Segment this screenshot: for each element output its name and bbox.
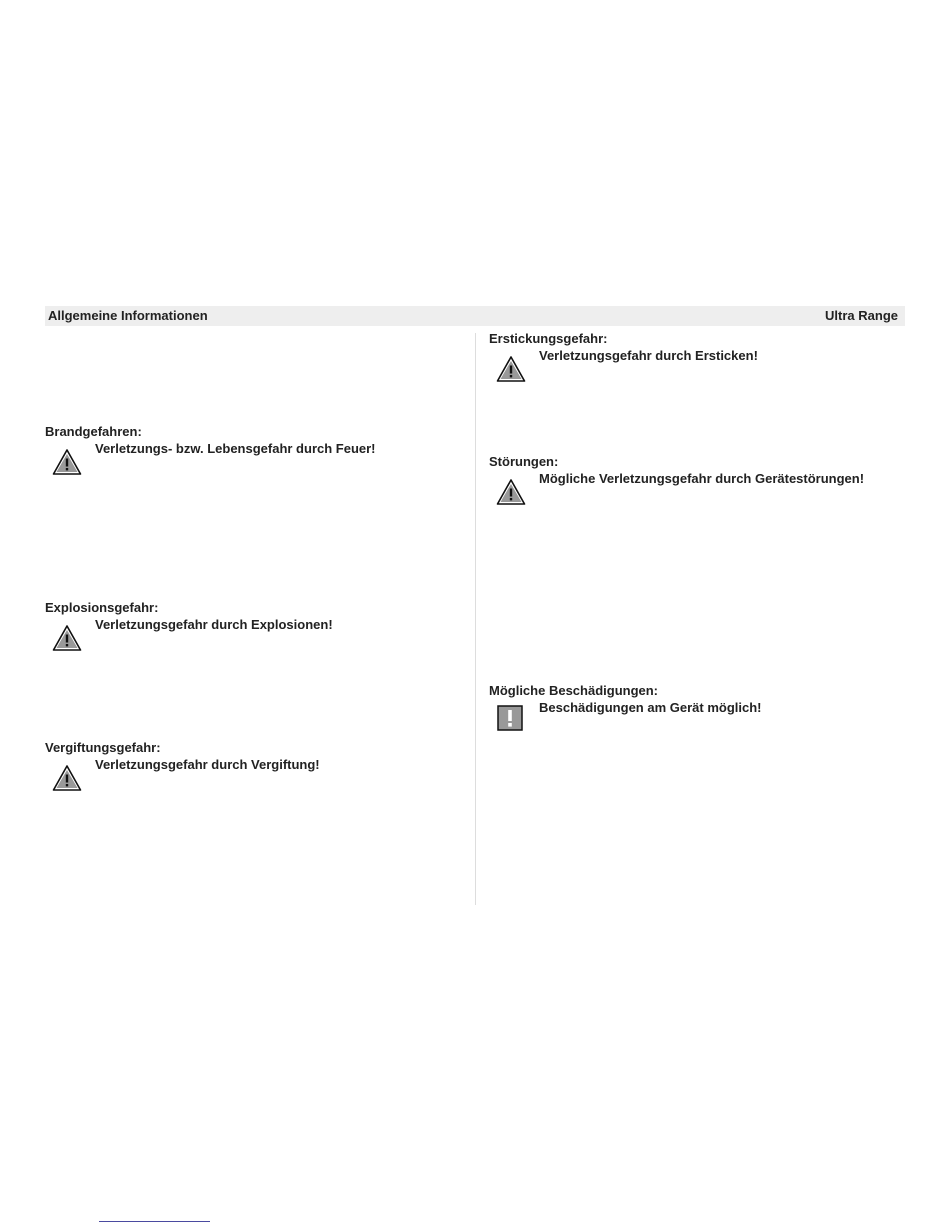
- warning-triangle-icon: [496, 478, 526, 506]
- malfunction-hazard-title: Störungen:: [489, 454, 559, 469]
- header-section-title: Allgemeine Informationen: [48, 308, 208, 323]
- exclamation-box-icon: [497, 705, 523, 731]
- page-header: [45, 306, 905, 326]
- explosion-hazard-title: Explosionsgefahr:: [45, 600, 159, 615]
- damage-notice-text: Beschädigungen am Gerät möglich!: [539, 700, 762, 715]
- header-product-name: Ultra Range: [825, 308, 898, 323]
- fire-hazard-text: Verletzungs- bzw. Lebensgefahr durch Feuer!: [95, 441, 376, 456]
- poison-hazard-text: Verletzungsgefahr durch Vergiftung!: [95, 757, 320, 772]
- warning-triangle-icon: [52, 448, 82, 476]
- poison-hazard-title: Vergiftungsgefahr:: [45, 740, 161, 755]
- explosion-hazard-text: Verletzungsgefahr durch Explosionen!: [95, 617, 333, 632]
- column-divider: [475, 333, 476, 905]
- warning-triangle-icon: [52, 764, 82, 792]
- footnote-separator-line: [99, 1221, 210, 1222]
- fire-hazard-title: Brandgefahren:: [45, 424, 142, 439]
- warning-triangle-icon: [52, 624, 82, 652]
- suffocation-hazard-text: Verletzungsgefahr durch Ersticken!: [539, 348, 758, 363]
- warning-triangle-icon: [496, 355, 526, 383]
- suffocation-hazard-title: Erstickungsgefahr:: [489, 331, 608, 346]
- damage-notice-title: Mögliche Beschädigungen:: [489, 683, 659, 698]
- malfunction-hazard-text: Mögliche Verletzungsgefahr durch Gerätestörungen!: [539, 471, 865, 486]
